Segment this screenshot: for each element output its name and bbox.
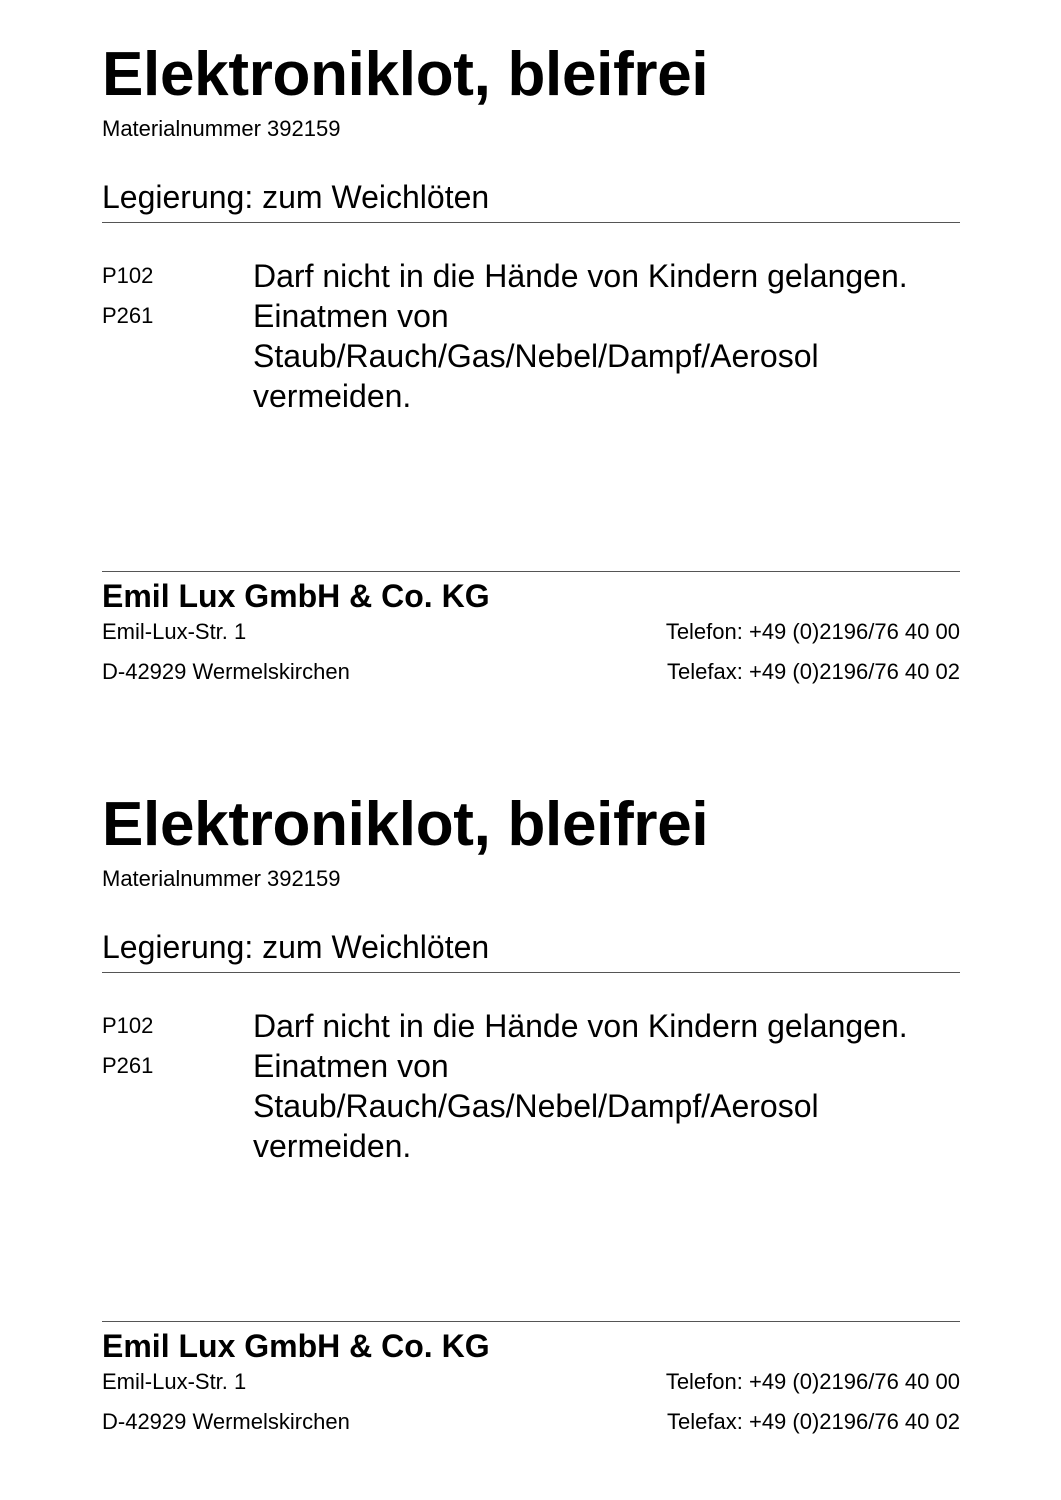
statement-row (102, 256, 960, 296)
company-city: D-42929 Wermelskirchen (102, 659, 350, 684)
statement-text: Darf nicht in die Hände von Kindern gelangen. (253, 1008, 908, 1044)
product-label (102, 0, 960, 700)
statement-row (102, 1006, 960, 1046)
address-row (102, 661, 960, 683)
company-name: Emil Lux GmbH & Co. KG (102, 578, 490, 614)
statement-text: Einatmen von Staub/Rauch/Gas/Nebel/Dampf/Aerosol vermeiden. (253, 1048, 819, 1164)
company-name: Emil Lux GmbH & Co. KG (102, 1328, 490, 1364)
divider (102, 1321, 960, 1322)
company-fax: Telefax: +49 (0)2196/76 40 02 (667, 659, 960, 684)
address-row (102, 1371, 960, 1393)
statement-row (102, 296, 960, 416)
address-row (102, 621, 960, 643)
statement-text: Darf nicht in die Hände von Kindern gelangen. (253, 258, 908, 294)
statement-code: P102 (102, 1013, 154, 1038)
product-label (102, 750, 960, 1450)
precautionary-statements (102, 256, 960, 416)
statement-row (102, 1046, 960, 1166)
company-fax: Telefax: +49 (0)2196/76 40 02 (667, 1409, 960, 1434)
product-title: Elektroniklot, bleifrei (102, 40, 709, 109)
statement-code: P261 (102, 303, 154, 328)
alloy-description: Legierung: zum Weichlöten (102, 179, 490, 215)
company-street: Emil-Lux-Str. 1 (102, 619, 247, 644)
statement-code: P261 (102, 1053, 154, 1078)
precautionary-statements (102, 1006, 960, 1166)
product-title: Elektroniklot, bleifrei (102, 790, 709, 859)
company-street: Emil-Lux-Str. 1 (102, 1369, 247, 1394)
company-phone: Telefon: +49 (0)2196/76 40 00 (665, 619, 960, 644)
divider (102, 222, 960, 223)
statement-code: P102 (102, 263, 154, 288)
company-city: D-42929 Wermelskirchen (102, 1409, 350, 1434)
statement-text: Einatmen von Staub/Rauch/Gas/Nebel/Dampf/Aerosol vermeiden. (253, 298, 819, 414)
divider (102, 972, 960, 973)
address-row (102, 1411, 960, 1433)
alloy-description: Legierung: zum Weichlöten (102, 929, 490, 965)
material-number: Materialnummer 392159 (102, 116, 341, 141)
company-phone: Telefon: +49 (0)2196/76 40 00 (665, 1369, 960, 1394)
material-number: Materialnummer 392159 (102, 866, 341, 891)
divider (102, 571, 960, 572)
